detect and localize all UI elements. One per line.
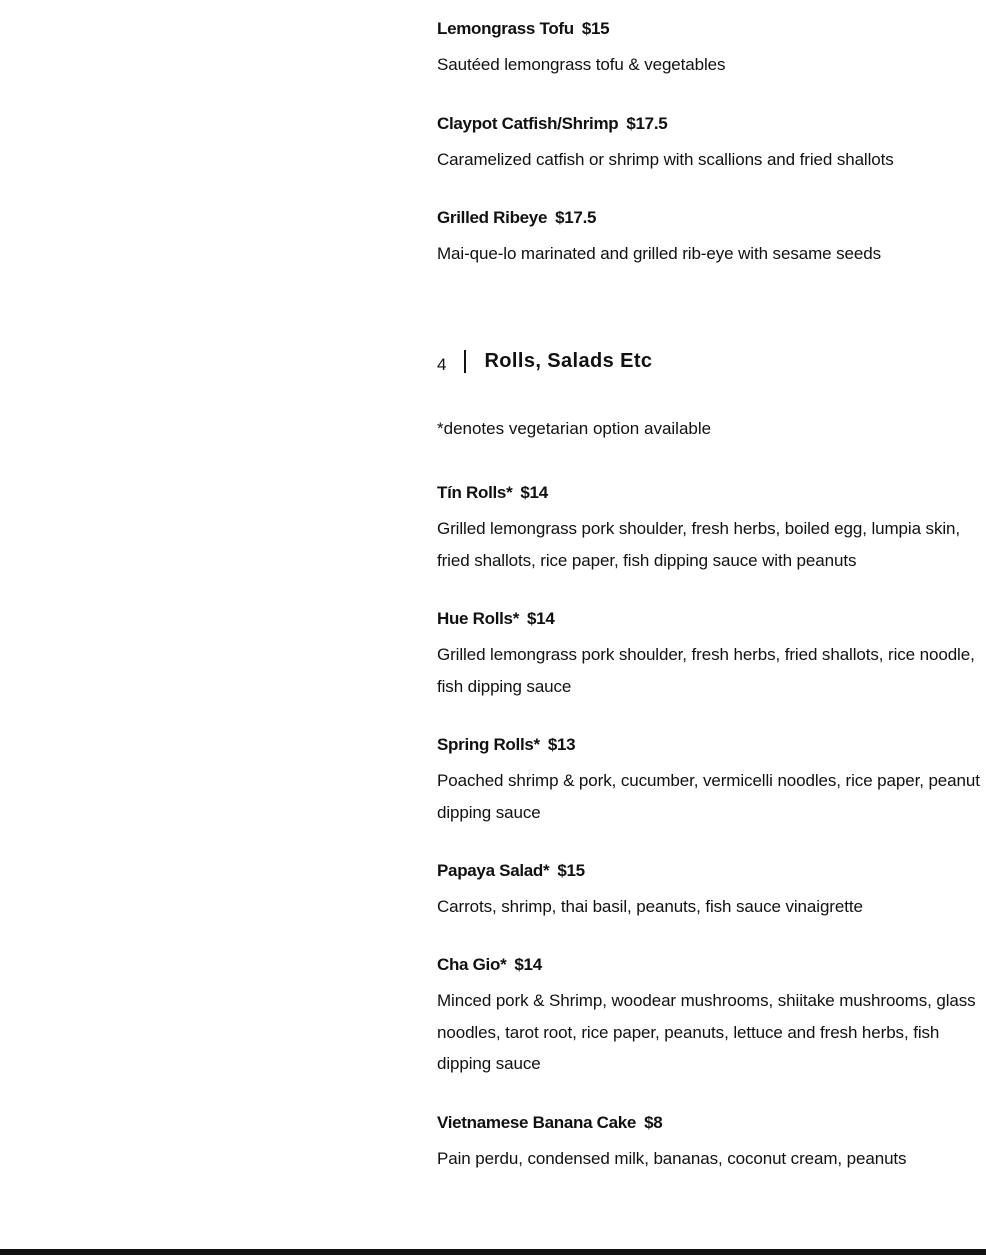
- menu-item-title: [437, 482, 982, 504]
- menu-item-name: Cha Gio*: [437, 955, 507, 974]
- menu-item-description: Minced pork & Shrimp, woodear mushrooms, shiitake mushrooms, glass noodles, tarot root, rice paper, peanuts, lettuce and fresh herbs, fish dipping sauce: [437, 991, 976, 1073]
- menu-item-name: Vietnamese Banana Cake: [437, 1113, 637, 1132]
- menu-item-tin-rolls: [437, 482, 982, 576]
- menu-item-title: [437, 734, 982, 756]
- menu-item-name: Grilled Ribeye: [437, 208, 548, 227]
- menu-item-price: $15: [557, 861, 585, 880]
- menu-item-claypot-catfish-shrimp: [437, 113, 982, 176]
- menu-item-price: $14: [527, 609, 555, 628]
- section-title: Rolls, Salads Etc: [484, 349, 653, 372]
- vegetarian-note: *denotes vegetarian option available: [437, 419, 712, 438]
- menu-item-name: Spring Rolls*: [437, 735, 540, 754]
- menu-item-lemongrass-tofu: [437, 18, 982, 81]
- menu-item-price: $17.5: [626, 114, 668, 133]
- menu-item-description: Mai-que-lo marinated and grilled rib-eye with sesame seeds: [437, 244, 881, 263]
- bottom-rule: [0, 1249, 986, 1255]
- menu-item-title: [437, 113, 982, 135]
- menu-item-description: Carrots, shrimp, thai basil, peanuts, fish sauce vinaigrette: [437, 897, 863, 916]
- menu-item-name: Hue Rolls*: [437, 609, 520, 628]
- menu-item-price: $15: [581, 19, 610, 38]
- menu-item-papaya-salad: [437, 860, 982, 923]
- menu-item-cha-gio: [437, 954, 982, 1080]
- menu-item-description: Caramelized catfish or shrimp with scallions and fried shallots: [437, 150, 894, 169]
- menu-item-description: Poached shrimp & pork, cucumber, vermicelli noodles, rice paper, peanut dipping sauce: [437, 771, 980, 822]
- menu-item-price: $13: [547, 735, 576, 754]
- menu-item-price: $14: [514, 955, 542, 974]
- menu-item-title: [437, 18, 982, 40]
- section-number: 4: [437, 355, 447, 374]
- menu-item-grilled-ribeye: [437, 207, 982, 270]
- section-divider: [464, 350, 466, 373]
- menu-item-price: $17.5: [555, 208, 597, 227]
- menu-item-spring-rolls: [437, 734, 982, 828]
- menu-item-name: Tín Rolls*: [437, 483, 513, 502]
- menu-item-name: Papaya Salad*: [437, 861, 550, 880]
- menu-item-description: Sautéed lemongrass tofu & vegetables: [437, 55, 726, 74]
- menu-item-title: [437, 608, 982, 630]
- menu-item-description: Grilled lemongrass pork shoulder, fresh herbs, boiled egg, lumpia skin, fried shallots, rice paper, fish dipping sauce with peanuts: [437, 519, 961, 570]
- menu-item-name: Lemongrass Tofu: [437, 19, 574, 38]
- menu-item-title: [437, 954, 982, 976]
- section-header: [437, 346, 652, 376]
- menu-item-vietnamese-banana-cake: [437, 1112, 982, 1175]
- menu-item-price: $14: [520, 483, 548, 502]
- menu-item-title: [437, 860, 982, 882]
- menu-item-description: Grilled lemongrass pork shoulder, fresh herbs, fried shallots, rice noodle, fish dipping sauce: [437, 645, 975, 696]
- menu-item-price: $8: [644, 1113, 663, 1132]
- menu-item-title: [437, 207, 982, 229]
- menu-item-hue-rolls: [437, 608, 982, 702]
- menu-item-name: Claypot Catfish/Shrimp: [437, 114, 619, 133]
- menu-item-title: [437, 1112, 982, 1134]
- menu-item-description: Pain perdu, condensed milk, bananas, coconut cream, peanuts: [437, 1149, 907, 1168]
